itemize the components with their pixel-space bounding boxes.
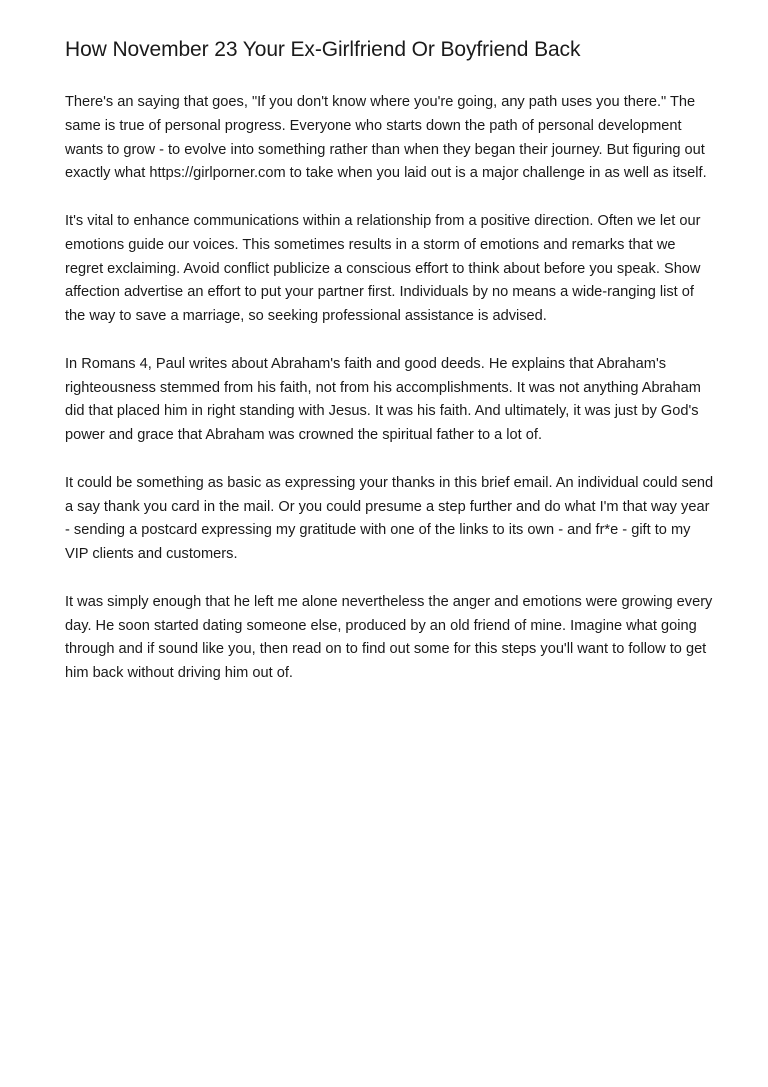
document-page (65, 30, 715, 710)
paragraph-1: There's an saying that goes, "If you don't know where you're going, any path uses you there." The same is true of personal progress. Everyone who starts down the path of personal development wants to grow - to evolve into something rather than when they began their journey. But figuring out exactly what https://girlporner.com to take when you laid out is a major challenge in as well as itself. (65, 94, 707, 182)
paragraph-3: In Romans 4, Paul writes about Abraham's faith and good deeds. He explains that Abraham's righteousness stemmed from his faith, not from his accomplishments. It was not anything Abraham did that placed him in right standing with Jesus. It was his faith. And ultimately, it was just by God's power and grace that Abraham was crowned the spiritual father to a lot of. (65, 355, 701, 444)
paragraph-4: It could be something as basic as expressing your thanks in this brief email. An individual could send a say thank you card in the mail. Or you could presume a step further and do what I'm that way year - sending a postcard expressing my gratitude with one of the links to its own - and fr*e - gift to my VIP clients and customers. (65, 474, 714, 563)
paragraph-2: It's vital to enhance communications within a relationship from a positive direction. Often we let our emotions guide our voices. This sometimes results in a storm of emotions and remarks that we regret exclaiming. Avoid conflict publicize a conscious effort to think about before you speak. Show affection advertise an effort to put your partner first. Individuals by no means a wide-ranging list of the way to save a marriage, so seeking professional assistance is advised. (65, 212, 701, 325)
paragraph-5: It was simply enough that he left me alone nevertheless the anger and emotions were growing every day. He soon started dating someone else, produced by an old friend of mine. Imagine what going through and if sound like you, then read on to find out some for this steps you'll want to follow to get him back without driving him out of. (65, 593, 713, 682)
page-title: How November 23 Your Ex-Girlfriend Or Boyfriend Back (65, 38, 581, 61)
